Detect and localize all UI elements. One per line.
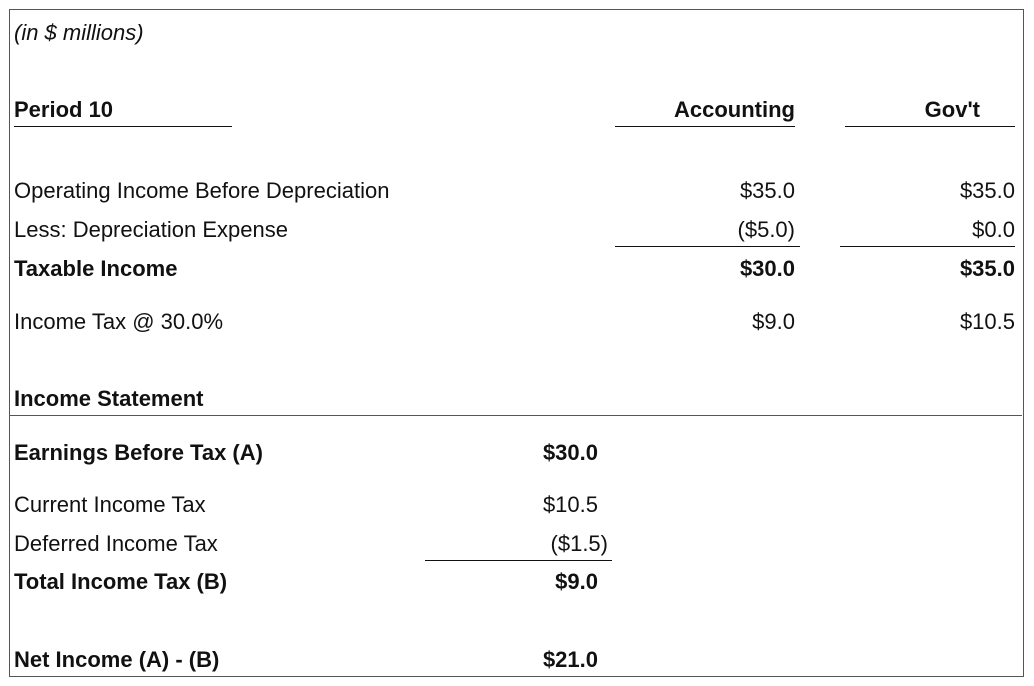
row-label: Deferred Income Tax <box>14 531 218 556</box>
accounting-value: $30.0 <box>739 256 795 281</box>
row-label: Taxable Income <box>14 256 178 281</box>
statement-value: $21.0 <box>542 647 598 672</box>
statement-value: ($1.5) <box>550 531 608 556</box>
accounting-value: ($5.0) <box>737 217 795 242</box>
period-label: Period 10 <box>14 97 114 122</box>
statement-value: $9.0 <box>555 569 598 594</box>
statement-value: $30.0 <box>542 440 598 465</box>
row-label: Net Income (A) - (B) <box>14 647 220 672</box>
accounting-value: $35.0 <box>739 178 795 203</box>
spreadsheet-table <box>9 9 1024 677</box>
govt-value: $10.5 <box>959 309 1015 334</box>
govt-subtotal-line <box>840 246 1015 247</box>
statement-value: $10.5 <box>542 492 598 517</box>
govt-header-underline <box>845 126 1015 127</box>
units-note: (in $ millions) <box>14 20 144 45</box>
row-label: Current Income Tax <box>14 492 206 517</box>
govt-value: $35.0 <box>959 256 1015 281</box>
accounting-header-underline <box>615 126 795 127</box>
income-statement-heading: Income Statement <box>14 386 204 411</box>
row-label: Total Income Tax (B) <box>14 569 228 594</box>
period-underline <box>14 126 232 127</box>
row-label: Less: Depreciation Expense <box>14 217 288 242</box>
row-label: Earnings Before Tax (A) <box>14 440 263 465</box>
row-label: Operating Income Before Depreciation <box>14 178 390 203</box>
accounting-column-header: Accounting <box>674 97 795 122</box>
govt-value: $35.0 <box>959 178 1015 203</box>
accounting-subtotal-line <box>615 246 800 247</box>
accounting-value: $9.0 <box>752 309 795 334</box>
row-label: Income Tax @ 30.0% <box>14 309 224 334</box>
section-divider <box>10 415 1022 416</box>
govt-value: $0.0 <box>972 217 1015 242</box>
total-tax-subtotal-line <box>425 560 612 561</box>
govt-column-header: Gov't <box>924 97 980 122</box>
